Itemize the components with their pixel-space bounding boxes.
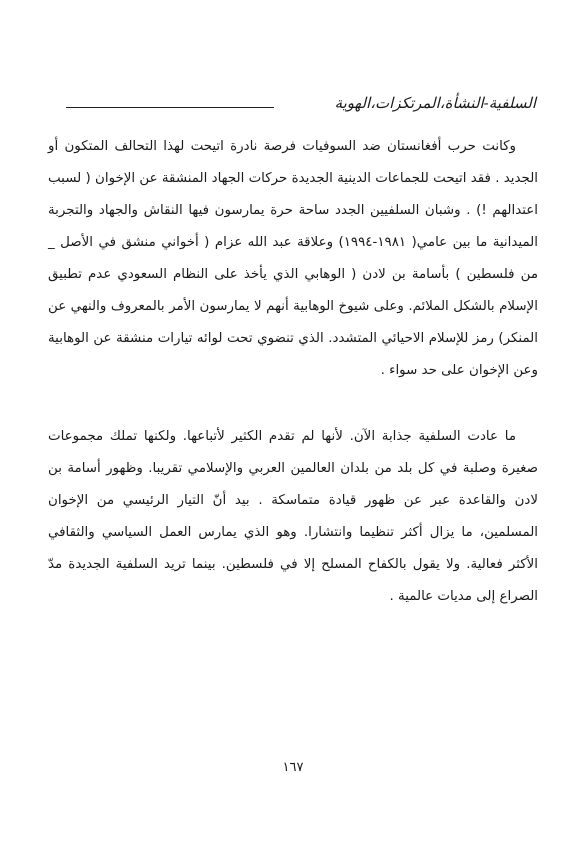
- paragraph-2: ما عادت السلفية جذابة الآن. لأنها لم تقدم الكثير لأتباعها. ولكنها تملك مجموعات صغيرة وصلبة في كل بلد من بلدان العالمين العربي والإسلامي تقريبا. وظهور أسامة بن لادن والقاعدة عبر عن ظهور قيادة متماسكة . بيد أنّ التيار الرئيسي من الإخوان المسلمين، ما يزال أكثر تنظيما وانتشارا. وهو الذي يمارس العمل السياسي والثقافي الأكثر فعالية. ولا يقول بالكفاح المسلح إلا في فلسطين. بينما تريد السلفية الجديدة مدّ الصراع إلى مديات عالمية .: [48, 429, 538, 604]
- body-text: [48, 131, 538, 613]
- page-number: ١٦٧: [282, 760, 304, 775]
- header-rule: [66, 107, 274, 108]
- running-header: [56, 86, 536, 116]
- paragraph-1: وكانت حرب أفغانستان ضد السوفيات فرصة نادرة اتيحت لهذا التحالف المتكون أو الجديد . فقد اتيحت للجماعات الدينية الجديدة حركات الجهاد المنشقة عن الإخوان ( لسبب اعتدالهم !) . وشبان السلفيين الجدد ساحة حرة يمارسون فيها النقاش والجهاد والتجربة الميدانية ما بين عامي( ١٩٨١-١٩٩٤) وعلاقة عبد الله عزام ( أخواني منشق في الأصل _ من فلسطين ) بأسامة بن لادن ( الوهابي الذي يأخذ على النظام السعودي عدم تطبيق الإسلام بالشكل الملائم. وعلى شيوخ الوهابية أنهم لا يمارسون الأمر بالمعروف والنهي عن المنكر) رمز للإسلام الاحيائي المتشدد. الذي تنضوي تحت لوائه تيارات منشقة عن الوهابية وعن الإخوان على حد سواء .: [48, 139, 538, 378]
- running-header-title: السلفية-النشأة،المرتكزات،الهوية: [334, 94, 536, 112]
